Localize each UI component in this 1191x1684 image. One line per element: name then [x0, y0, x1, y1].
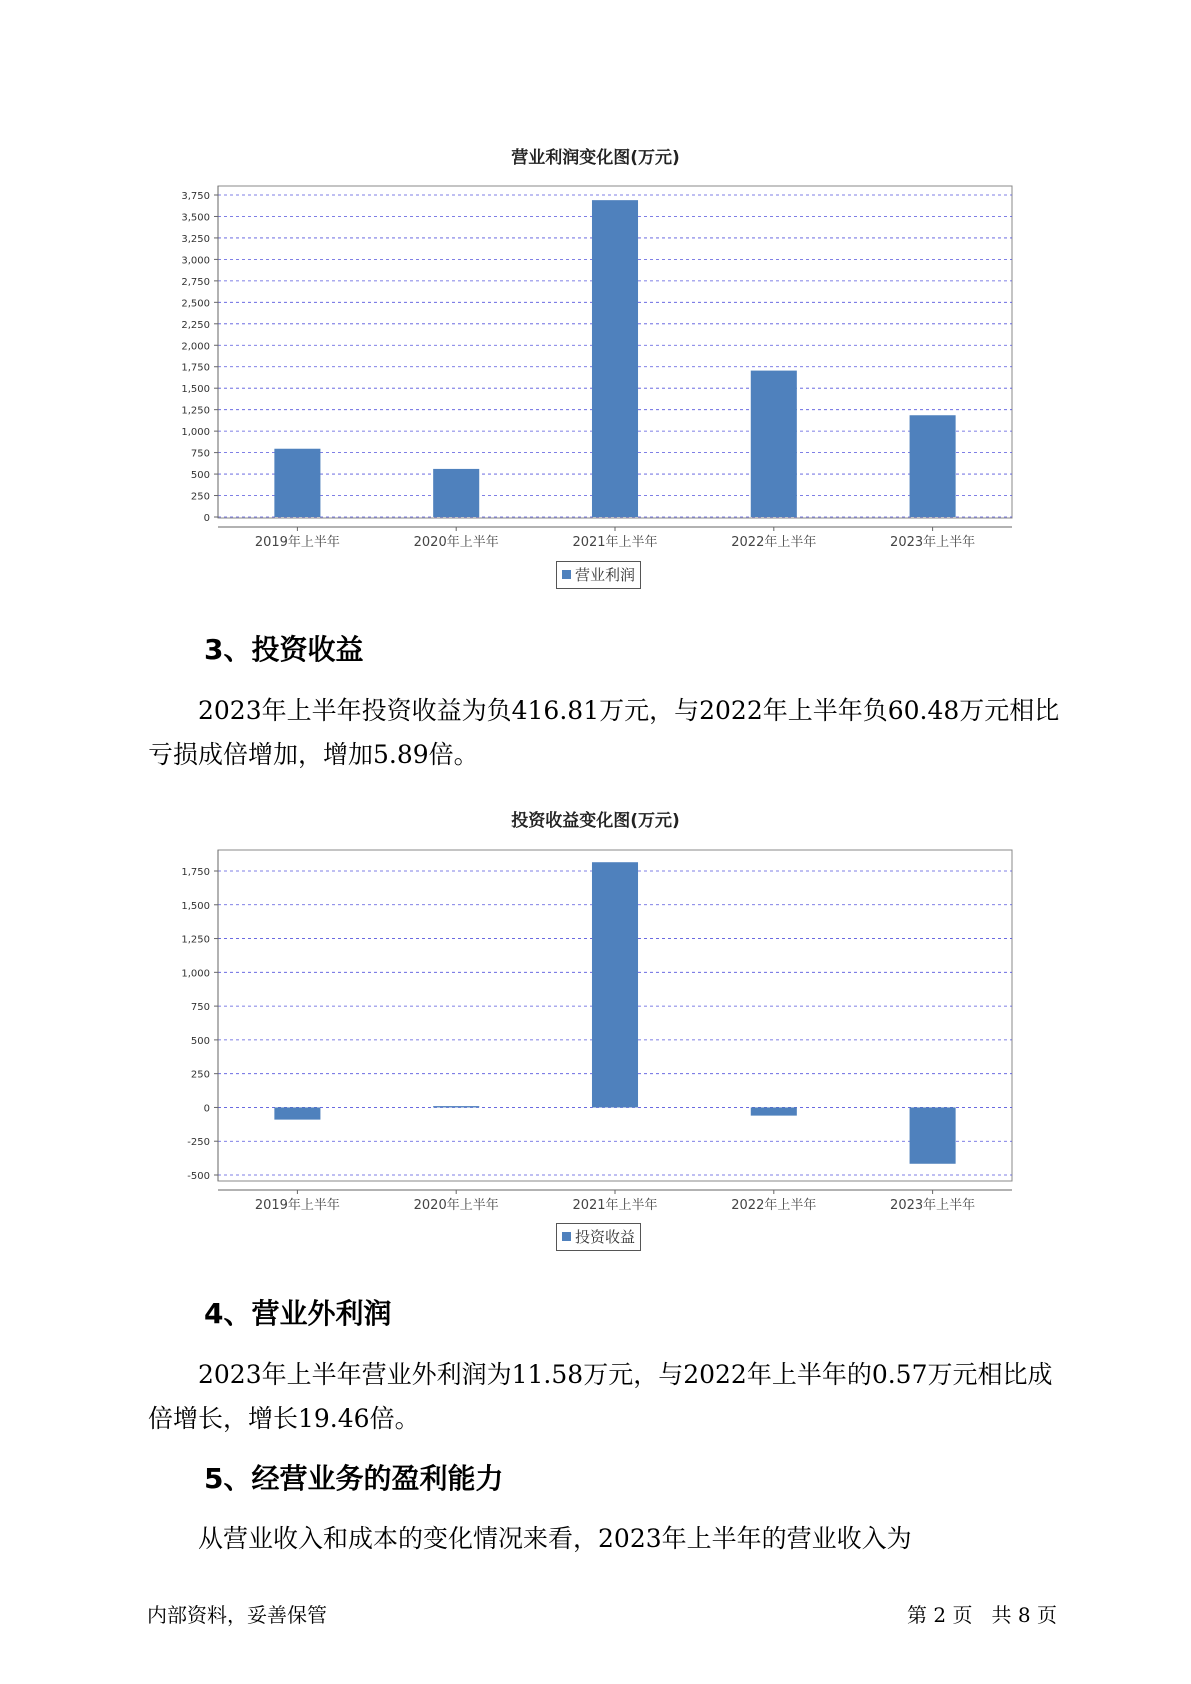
chart1-legend-label: 营业利润	[575, 566, 636, 584]
x-tick-label: 2022年上半年	[731, 535, 817, 550]
y-tick-label: 500	[190, 470, 210, 482]
bar	[751, 1107, 797, 1115]
y-tick-label: 2,250	[181, 319, 210, 331]
y-tick-label: -500	[187, 1171, 210, 1182]
chart2-legend-label: 投资收益	[575, 1228, 636, 1246]
y-tick-label: 1,250	[181, 934, 210, 946]
y-tick-label: 1,500	[181, 384, 210, 396]
x-tick-label: 2023年上半年	[890, 535, 976, 550]
section5-heading: 5、经营业务的盈利能力	[204, 1462, 504, 1495]
x-tick-label: 2019年上半年	[254, 1198, 340, 1213]
y-tick-label: -250	[187, 1137, 210, 1149]
section3-heading: 3、投资收益	[204, 633, 364, 666]
bar	[274, 1107, 320, 1119]
y-tick-label: 250	[190, 1069, 210, 1081]
chart1-title: 营业利润变化图(万元)	[511, 148, 680, 168]
y-tick-label: 1,000	[181, 968, 210, 980]
y-tick-label: 1,250	[181, 405, 210, 417]
bar	[433, 1106, 479, 1107]
y-tick-label: 500	[190, 1035, 210, 1047]
y-tick-label: 3,750	[181, 191, 210, 202]
bar	[592, 862, 638, 1107]
chart2-legend	[556, 1223, 641, 1251]
footer-page-number: 第 2 页 共 8 页	[907, 1603, 1057, 1627]
x-tick-label: 2020年上半年	[413, 535, 499, 550]
bar	[910, 1107, 956, 1163]
x-tick-label: 2022年上半年	[731, 1198, 817, 1213]
chart2-title: 投资收益变化图(万元)	[511, 811, 680, 831]
y-tick-label: 0	[203, 1103, 210, 1115]
y-tick-label: 1,750	[181, 867, 210, 878]
x-tick-label: 2021年上半年	[572, 1198, 658, 1213]
y-tick-label: 1,500	[181, 900, 210, 912]
section4-heading: 4、营业外利润	[204, 1297, 392, 1330]
x-tick-label: 2020年上半年	[413, 1198, 499, 1213]
y-tick-label: 2,000	[181, 341, 210, 353]
footer-left: 内部资料，妥善保管	[147, 1603, 327, 1627]
y-tick-label: 2,500	[181, 298, 210, 310]
y-tick-label: 2,750	[181, 276, 210, 288]
section4-paragraph	[148, 1353, 1068, 1441]
section3-text: 2023年上半年投资收益为负416.81万元，与2022年上半年负60.48万元相比亏损成倍增加，增加5.89倍。	[148, 696, 1060, 769]
section5-paragraph	[148, 1517, 1068, 1561]
legend-swatch-icon	[562, 1232, 571, 1241]
section5-text: 从营业收入和成本的变化情况来看，2023年上半年的营业收入为	[198, 1524, 912, 1553]
y-tick-label: 3,250	[181, 233, 210, 245]
x-tick-label: 2023年上半年	[890, 1198, 976, 1213]
y-tick-label: 3,500	[181, 212, 210, 224]
x-tick-label: 2019年上半年	[254, 535, 340, 550]
y-tick-label: 1,750	[181, 362, 210, 374]
y-tick-label: 0	[203, 513, 210, 524]
y-tick-label: 750	[190, 448, 210, 460]
section4-text: 2023年上半年营业外利润为11.58万元，与2022年上半年的0.57万元相比成倍增长，增长19.46倍。	[148, 1360, 1053, 1433]
x-tick-label: 2021年上半年	[572, 535, 658, 550]
y-tick-label: 1,000	[181, 427, 210, 439]
y-tick-label: 250	[190, 491, 210, 503]
y-tick-label: 750	[190, 1002, 210, 1014]
y-tick-label: 3,000	[181, 255, 210, 267]
